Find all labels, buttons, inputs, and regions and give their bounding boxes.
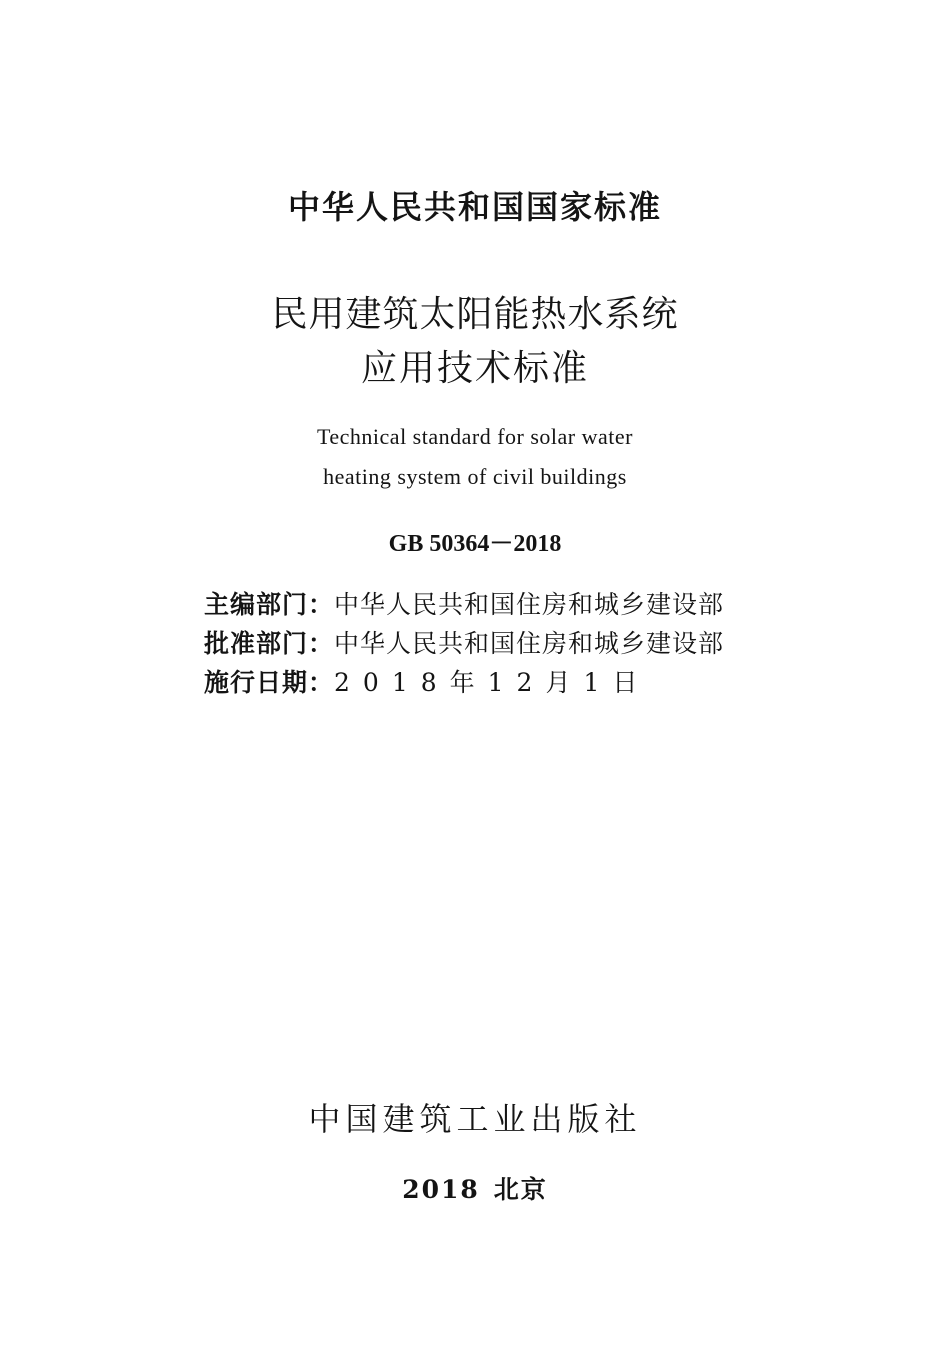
title-en-line-2: heating system of civil buildings bbox=[323, 464, 627, 489]
standard-code: GB 50364－2018 bbox=[388, 531, 562, 557]
title-en-line-1: Technical standard for solar water bbox=[317, 424, 633, 449]
publisher-name: 中国建筑工业出版社 bbox=[308, 1100, 642, 1138]
title-cn-line-1: 民用建筑太阳能热水系统 bbox=[271, 294, 679, 335]
publication-city: 北京 bbox=[493, 1175, 548, 1204]
series-title: 中华人民共和国国家标准 bbox=[287, 188, 662, 226]
publication-year: 2018 bbox=[402, 1175, 480, 1204]
effective-date-label: 施行日期： bbox=[204, 668, 335, 697]
approving-department-value: 中华人民共和国住房和城乡建设部 bbox=[334, 629, 725, 658]
chief-department-value: 中华人民共和国住房和城乡建设部 bbox=[334, 590, 725, 619]
effective-date-value: 2018年12月1日 bbox=[334, 668, 651, 697]
chief-department-label: 主编部门： bbox=[204, 590, 335, 619]
effective-date-row bbox=[204, 663, 764, 699]
approving-department-row bbox=[204, 624, 764, 660]
publication-year-city bbox=[0, 1170, 950, 1206]
chief-department-row bbox=[204, 585, 764, 621]
title-cn-line-2: 应用技术标准 bbox=[360, 348, 589, 389]
approving-department-label: 批准部门： bbox=[204, 629, 335, 658]
